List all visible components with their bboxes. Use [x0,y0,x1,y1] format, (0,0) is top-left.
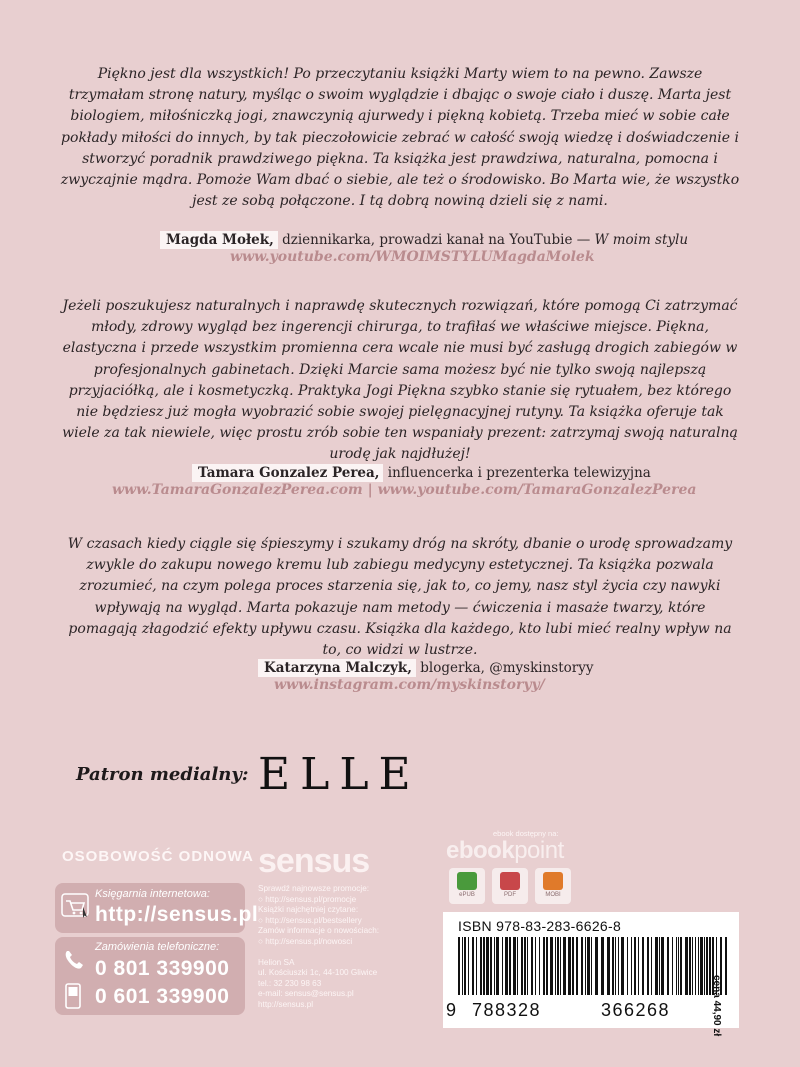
barcode-bar [672,937,673,995]
sensus-logo: sensus [258,842,370,880]
barcode-bar [601,937,604,995]
barcode-bar [607,937,610,995]
reviewer-name-2: Tamara Gonzalez Perea, [198,465,380,481]
barcode-bar [560,937,561,995]
barcode-bar [706,937,708,995]
barcode-bar [595,937,598,995]
isbn-label: ISBN 978-83-283-6626-8 [458,918,622,934]
barcode-bar [555,937,556,995]
barcode-bar [581,937,583,995]
info-line[interactable]: ○ http://sensus.pl/bestsellery [258,915,362,925]
mobile-phone-icon [65,983,81,1009]
shop-url[interactable]: http://sensus.pl [95,903,259,926]
barcode-bar [524,937,526,995]
info-line: Sprawdź najnowsze promocje: [258,884,370,893]
reviewer-channel-1: W moim stylu [594,232,689,248]
barcode-bar [587,937,590,995]
review-quote-3: W czasach kiedy ciągle się śpieszymy i szukamy dróg na skróty, dbanie o urodę sprowadzamy zwykle do zakupu nowego kremu lub zabiegu medycyny estetycznej. Ta książka pozwala zrozumieć, na czym polega proces starzenia się, jak to, co jemy, nasz styl życia czy nawyki wpływają na wygląd. Marta pokazuje nam metody — ćwiczenia i masaże twarzy, które pomagają złagodzić efekty upływu czasu. Książka dla każdego, kto lubi mieć realny wpływ na to, co widzi w lustrze. [67,536,733,659]
reviewer-role-3: blogerka, @myskinstoryy [420,660,594,676]
barcode-bar [667,937,669,995]
barcode-bar [476,937,477,995]
barcode-bar [634,937,636,995]
barcode-bar [568,937,571,995]
barcode-bar [557,937,559,995]
phone-box [55,937,245,1015]
info-spacer [258,948,428,958]
review-attribution-1 [160,230,688,250]
barcode-bar [521,937,523,995]
barcode-bar [700,937,703,995]
ebookpoint-logo [446,837,564,865]
info-line: ul. Kościuszki 1c, 44-100 Gliwice [258,968,378,978]
patron-label: Patron medialny: [76,764,249,785]
barcode-bar [698,937,699,995]
phone-icon [63,949,85,971]
phone-label: Zamówienia telefoniczne: [95,941,220,953]
barcode-bar [621,937,624,995]
barcode-bar [576,937,578,995]
barcode-bar [483,937,485,995]
barcode-bar [494,937,495,995]
review-url-1[interactable]: www.youtube.com/WMOIMSTYLUMagdaMolek [230,249,595,265]
barcode-bar [480,937,482,995]
review-url-3[interactable]: www.instagram.com/myskinstoryy/ [274,677,545,693]
info-line[interactable]: ○ http://sensus.pl/promocje [258,894,357,904]
barcode-bar [486,937,489,995]
barcode-bar [546,937,548,995]
barcode-bar [695,937,696,995]
ebookpoint-logo-part: ebook [446,837,515,864]
barcode-bar [543,937,545,995]
barcode-bar [527,937,528,995]
barcode-bar [661,937,664,995]
barcode-bar [678,937,679,995]
reviewer-name-1: Magda Mołek, [166,232,274,248]
barcode-bar [505,937,508,995]
osobowosc-odnowa-logo: OSOBOWOŚĆ ODNOWA [62,848,254,865]
barcode-bar [659,937,660,995]
barcode-bar [651,937,652,995]
elle-logo: ELLE [258,749,421,800]
barcode-bar [655,937,658,995]
mobi-icon [543,872,563,890]
barcode-bar [638,937,639,995]
review-url-2[interactable]: www.TamaraGonzalezPerea.com | www.youtube.com/TamaraGonzalezPerea [112,482,697,498]
reviewer-name-3: Katarzyna Malczyk, [264,660,412,676]
barcode-bar [502,937,503,995]
barcode-bar [692,937,693,995]
barcode-bar [509,937,511,995]
barcode-bar [490,937,492,995]
barcode-bar [517,937,518,995]
barcode-bar [585,937,586,995]
reviewer-role-1: dziennikarka, prowadzi kanał na YouTubie — [282,232,591,248]
barcode-bar [615,937,616,995]
barcode-bar [676,937,677,995]
barcode-bar [591,937,592,995]
price-label: cena 44,90 zł [711,975,722,1037]
barcode-bar [642,937,644,995]
barcode-bar [539,937,540,995]
barcode-bar [535,937,536,995]
info-line[interactable]: http://sensus.pl [258,999,314,1009]
phone-number-2[interactable]: 0 601 339900 [95,985,230,1008]
shop-label: Księgarnia internetowa: [95,888,210,900]
info-line[interactable]: ○ http://sensus.pl/nowosci [258,936,353,946]
barcode [458,937,728,995]
info-line: tel.: 32 230 98 63 [258,978,322,988]
format-label: PDF [504,892,516,898]
reviewer-role-2: influencerka i prezenterka telewizyjna [387,465,651,481]
barcode-bar [631,937,632,995]
publisher-info [258,884,428,1011]
barcode-bar [627,937,628,995]
info-line: Zamów informacje o nowościach: [258,926,380,936]
ebookpoint-logo-part: point [514,837,564,864]
review-attribution-2 [192,463,651,483]
barcode-digits-right: 366268 [601,1000,671,1020]
format-label: MOBI [545,892,561,898]
info-line: e-mail: sensus@sensus.pl [258,989,354,999]
barcode-digits-left: 788328 [472,1000,542,1020]
shop-box[interactable] [55,883,259,933]
epub-format-badge [449,868,485,904]
epub-icon [457,872,477,890]
mobi-format-badge [535,868,571,904]
ebook-note: ebook dostępny na: [493,829,559,838]
barcode-bar [689,937,691,995]
barcode-bar [704,937,705,995]
barcode-bar [550,937,553,995]
info-line: Helion SA [258,957,295,967]
barcode-bar [468,937,469,995]
pdf-format-badge [492,868,528,904]
barcode-bar [462,937,463,995]
barcode-bar [647,937,649,995]
pdf-icon [500,872,520,890]
barcode-digit-lead: 9 [446,1000,458,1020]
barcode-bar [725,937,727,995]
info-line: Książki najchętniej czytane: [258,905,359,915]
barcode-bar [685,937,688,995]
cart-icon [61,893,89,919]
barcode-bar [680,937,682,995]
barcode-bar [496,937,499,995]
barcode-bar [472,937,474,995]
barcode-bar [458,937,460,995]
review-attribution-3 [258,658,593,678]
format-label: ePUB [459,892,475,898]
barcode-bar [572,937,574,995]
review-quote-2: Jeżeli poszukujesz naturalnych i naprawdę skutecznych rozwiązań, które pomogą Ci zatrzymać młody, zdrowy wygląd bez ingerencji chirurga, to trafiłaś we właściwe miejsce. Piękna, elastyczna i przede wszystkim promienna cera wcale nie musi być zasługą drogich zabiegów w profesjonalnych gabinetach. Dzięki Marcie sama możesz być nie tylko swoją najlepszą przyjaciółką, ale i kosmetyczką. Praktyka Jogi Piękna szybko stanie się rytuałem, bez którego nie będziesz już mogła wyobrazić sobie swojej pielęgnacyjnej rutyny. Ta książka oferuje tak wiele za tak niewiele, więc prostu zrób sobie ten wspaniały prezent: zatrzymaj swoją naturalną urodę jak najdłużej! [62,298,738,463]
barcode-bar [618,937,619,995]
barcode-bar [464,937,466,995]
review-quote-1: Piękno jest dla wszystkich! Po przeczytaniu książki Marty wiem to na pewno. Zawsze trzymałam stronę natury, myśląc o swoim wyglądzie i dbając o swoje ciało i duszę. Marta jest biologiem, miłośniczką jogi, znawczynią ajurwedy i piękną kobietą. Trzeba mieć w sobie całe pokłady miłości do innych, by tak pieczołowicie zebrać w całość swoją wiedzę i doświadczenie i stworzyć poradnik prawdziwego piękna. Ta książka jest prawdziwa, naturalna, pomocna i zwyczajnie mądra. Pomoże Wam dbać o siebie, ale też o środowisko. Bo Marta wie, że wszystko jest ze sobą połączone. I tą dobrą nowiną dzieli się z nami. [60,66,740,210]
barcode-bar [531,937,533,995]
phone-number-1[interactable]: 0 801 339900 [95,957,230,980]
barcode-bar [612,937,614,995]
barcode-bar [563,937,566,995]
barcode-bar [513,937,516,995]
